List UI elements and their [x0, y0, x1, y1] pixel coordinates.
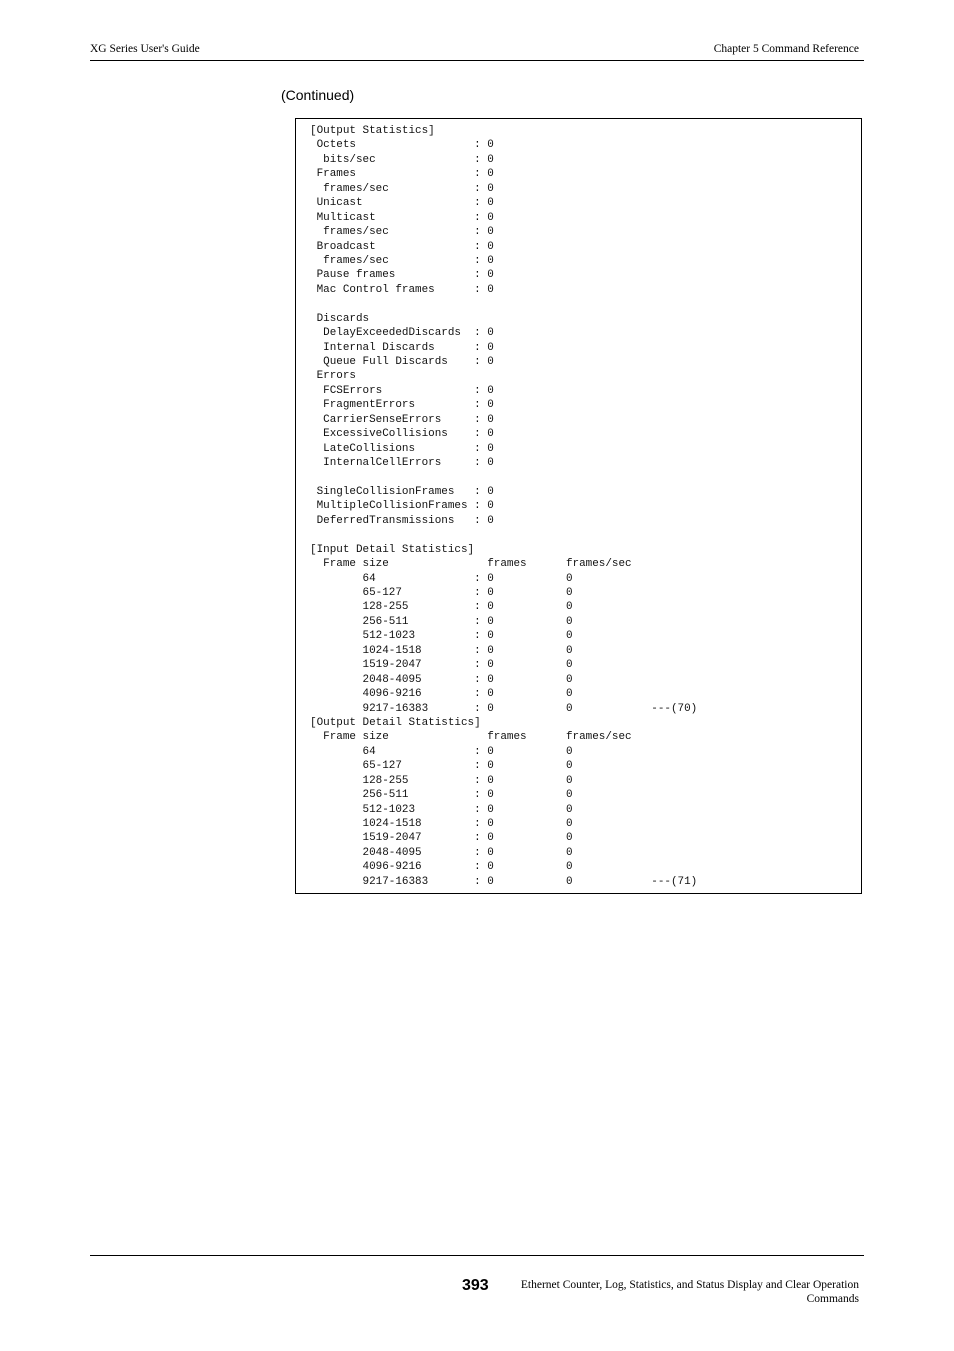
- code-line: [310, 528, 697, 542]
- code-line: Frame size frames frames/sec: [310, 731, 632, 744]
- code-line: 2048-4095 : 0 0: [310, 846, 573, 859]
- code-line: 64 : 0 0: [310, 572, 573, 585]
- header-rule: [90, 60, 864, 61]
- code-line: FragmentErrors : 0: [310, 399, 494, 412]
- command-output-text: [310, 124, 697, 889]
- code-line: 2048-4095 : 0 0: [310, 673, 573, 686]
- code-line: 1024-1518 : 0 0: [310, 644, 573, 657]
- code-line: DelayExceededDiscards : 0: [310, 327, 494, 340]
- code-line: Discards: [310, 312, 370, 325]
- code-line: 256-511 : 0 0: [310, 789, 573, 802]
- code-line: DeferredTransmissions : 0: [310, 514, 494, 527]
- code-line: Errors: [310, 370, 356, 383]
- code-line: 256-511 : 0 0: [310, 615, 573, 628]
- code-line: CarrierSenseErrors : 0: [310, 413, 494, 426]
- footer-section-title: [499, 1279, 859, 1306]
- code-line: 9217-16383 : 0 0 ---(70): [310, 702, 698, 715]
- code-line: MultipleCollisionFrames : 0: [310, 500, 494, 513]
- code-line: bits/sec : 0: [310, 153, 494, 166]
- code-line: [Output Detail Statistics]: [310, 716, 481, 729]
- code-line: Frames : 0: [310, 168, 494, 181]
- code-line: 64 : 0 0: [310, 745, 573, 758]
- code-line: SingleCollisionFrames : 0: [310, 485, 494, 498]
- code-line: [Output Statistics]: [310, 125, 435, 137]
- footer-title-line-2: Commands: [806, 1292, 859, 1305]
- code-line: 9217-16383 : 0 0 ---(71): [310, 875, 698, 888]
- code-line: 512-1023 : 0 0: [310, 630, 573, 643]
- code-line: Internal Discards : 0: [310, 341, 494, 354]
- running-header-left: XG Series User's Guide: [90, 43, 200, 55]
- code-line: FCSErrors : 0: [310, 384, 494, 397]
- code-line: 512-1023 : 0 0: [310, 803, 573, 816]
- code-line: 1024-1518 : 0 0: [310, 818, 573, 830]
- code-line: 1519-2047 : 0 0: [310, 832, 573, 845]
- code-line: Octets : 0: [310, 139, 494, 152]
- code-line: 128-255 : 0 0: [310, 601, 573, 614]
- code-line: 4096-9216 : 0 0: [310, 861, 573, 874]
- code-line: ExcessiveCollisions : 0: [310, 428, 494, 441]
- continued-label: (Continued): [281, 87, 355, 103]
- code-line: frames/sec : 0: [310, 182, 494, 195]
- code-line: frames/sec : 0: [310, 254, 494, 267]
- running-header-right: Chapter 5 Command Reference: [713, 43, 859, 55]
- code-line: 1519-2047 : 0 0: [310, 659, 573, 672]
- command-output-box: [295, 118, 862, 894]
- code-line: [Input Detail Statistics]: [310, 543, 475, 556]
- code-line: Unicast : 0: [310, 197, 494, 210]
- code-line: Queue Full Discards : 0: [310, 356, 494, 368]
- code-line: LateCollisions : 0: [310, 442, 494, 455]
- code-line: Mac Control frames : 0: [310, 283, 494, 296]
- code-line: Multicast : 0: [310, 211, 494, 224]
- footer-title-line-1: Ethernet Counter, Log, Statistics, and Status Display and Clear Operation: [520, 1279, 859, 1291]
- code-line: Frame size frames frames/sec: [310, 558, 632, 571]
- code-line: InternalCellErrors : 0: [310, 457, 494, 470]
- code-line: 65-127 : 0 0: [310, 760, 573, 773]
- code-line: 4096-9216 : 0 0: [310, 688, 573, 701]
- code-line: frames/sec : 0: [310, 226, 494, 239]
- code-line: Broadcast : 0: [310, 240, 494, 253]
- code-line: 65-127 : 0 0: [310, 587, 573, 599]
- code-line: [310, 471, 697, 485]
- page-number: 393: [462, 1277, 489, 1294]
- code-line: 128-255 : 0 0: [310, 774, 573, 787]
- code-line: Pause frames : 0: [310, 269, 494, 282]
- code-line: [310, 297, 697, 311]
- footer-rule: [90, 1255, 864, 1256]
